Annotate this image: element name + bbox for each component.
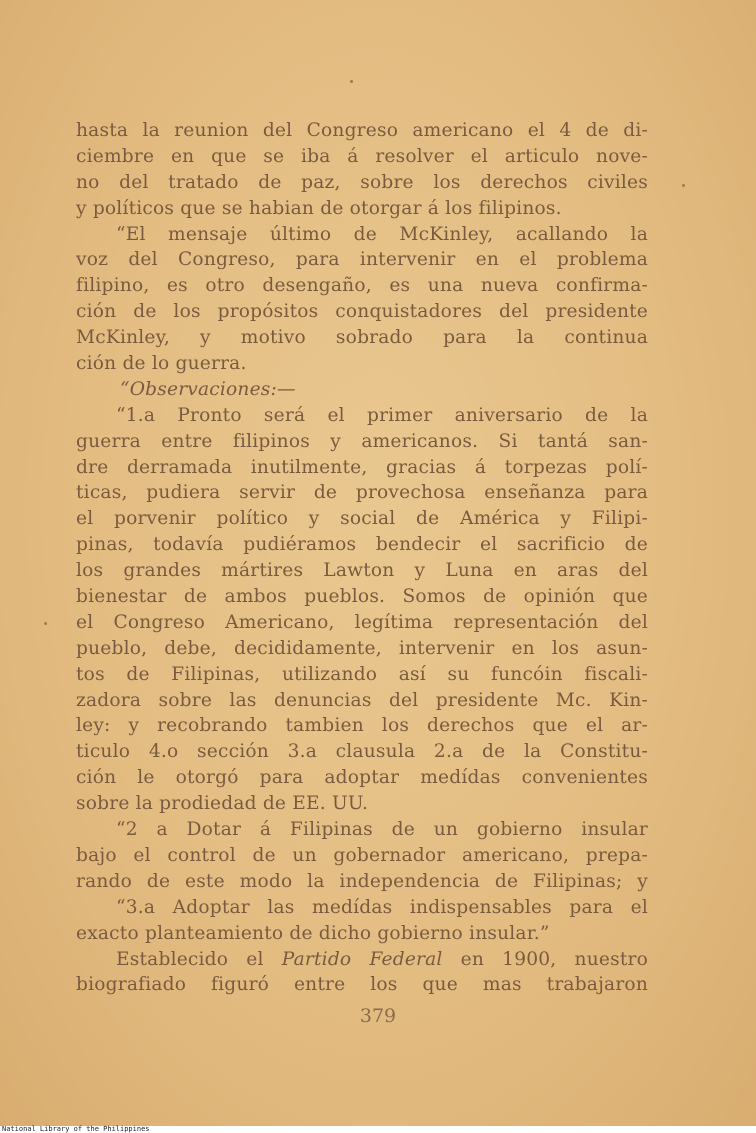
- text-line: dre derramada inutilmente, gracias á torpezas polí-: [76, 456, 648, 478]
- text-line: voz del Congreso, para intervenir en el problema: [76, 249, 648, 271]
- text-line: bienestar de ambos pueblos. Somos de opinión que: [76, 586, 648, 608]
- text-line: ción de los propósitos conquistadores del presidente: [76, 301, 648, 323]
- text-fragment: en 1900, nuestro: [442, 948, 648, 970]
- text-line: bajo el control de un gobernador americano, prepa-: [76, 844, 648, 866]
- page-number: 379: [359, 1005, 397, 1027]
- text-line: ticas, pudiera servir de provechosa enseñanza para: [76, 482, 648, 504]
- party-name: Partido Federal: [281, 948, 443, 970]
- text-line: rando de este modo la independencia de Filipinas; y: [76, 870, 648, 892]
- text-fragment: Establecido el: [116, 948, 282, 970]
- paper-speck: [44, 622, 47, 625]
- text-line: “El mensaje último de McKinley, acallando la: [116, 223, 648, 245]
- text-line: el Congreso Americano, legítima representación del: [76, 611, 648, 633]
- paper-speck: [682, 184, 685, 187]
- text-line: pueblo, debe, decididamente, intervenir en los asun-: [76, 637, 648, 659]
- text-line: “3.a Adoptar las medídas indispensables para el: [116, 896, 648, 918]
- text-line: hasta la reunion del Congreso americano el 4 de di-: [76, 120, 648, 141]
- observaciones-heading: “Observaciones:—: [120, 378, 296, 400]
- section-heading: [76, 377, 648, 403]
- text-line: sobre la prodiedad de EE. UU.: [76, 793, 369, 815]
- text-line: ticulo 4.o sección 3.a clausula 2.a de la Constitu-: [76, 741, 648, 763]
- text-line: biografiado figuró entre los que mas trabajaron: [76, 974, 648, 996]
- text-line: no del tratado de paz, sobre los derechos civiles: [76, 171, 648, 193]
- text-line: filipino, es otro desengaño, es una nueva confirma-: [76, 275, 648, 297]
- text-line: “1.a Pronto será el primer aniversario de la: [116, 404, 648, 426]
- text-line: exacto planteamiento de dicho gobierno insular.”: [76, 922, 550, 944]
- body-text: [76, 118, 648, 998]
- text-line: pinas, todavía pudiéramos bendecir el sacrificio de: [76, 534, 648, 556]
- text-line: el porvenir político y social de América y Filipi-: [76, 508, 648, 530]
- text-line: “2 a Dotar á Filipinas de un gobierno insular: [116, 819, 648, 841]
- text-line: tos de Filipinas, utilizando así su funcóin fiscali-: [76, 663, 648, 685]
- text-line: ciembre en que se iba á resolver el articulo nove-: [76, 145, 648, 167]
- text-line: zadora sobre las denuncias del presidente Mc. Kin-: [76, 689, 648, 711]
- paper-speck: [350, 80, 353, 83]
- text-line: ción de lo guerra.: [76, 353, 247, 375]
- library-credit: National Library of the Philippines: [2, 1125, 150, 1133]
- text-line: y políticos que se habian de otorgar á los filipinos.: [76, 197, 562, 219]
- text-line: ción le otorgó para adoptar medídas convenientes: [76, 767, 648, 789]
- text-line: [76, 947, 648, 973]
- text-line: ley: y recobrando tambien los derechos que el ar-: [76, 715, 648, 737]
- text-line: los grandes mártires Lawton y Luna en aras del: [76, 560, 648, 582]
- text-line: guerra entre filipinos y americanos. Si tantá san-: [76, 430, 648, 452]
- text-line: McKinley, y motivo sobrado para la continua: [76, 327, 648, 349]
